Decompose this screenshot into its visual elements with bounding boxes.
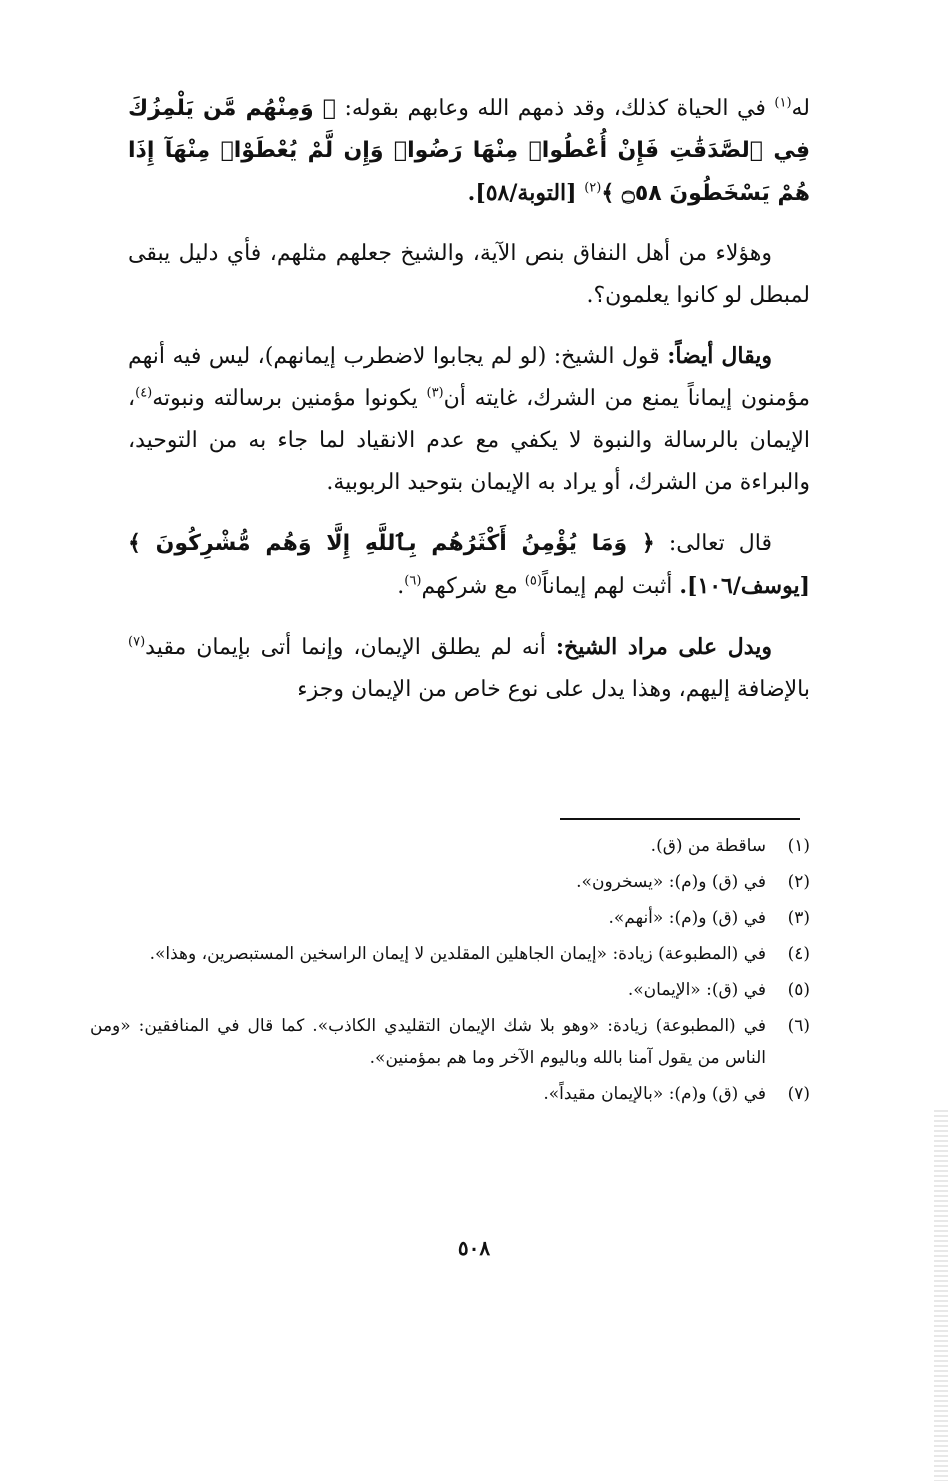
paragraph-4 <box>128 522 810 608</box>
main-text <box>128 88 810 729</box>
verse-reference: [يوسف/١٠٦]. <box>679 573 810 599</box>
footnote-text: في (المطبوعة) زيادة: «إيمان الجاهلين المقلدين لا إيمان الراسخين المستبصرين، وهذا». <box>149 944 766 964</box>
footnote-ref-1: (١) <box>774 95 792 111</box>
footnote-ref-2: (٢) <box>584 180 602 196</box>
footnote-item <box>90 1010 810 1074</box>
footnote-item <box>90 1078 810 1110</box>
footnote-number: (٣) <box>787 908 810 928</box>
footnote-ref-3: (٣) <box>426 385 444 401</box>
paragraph-2: وهؤلاء من أهل النفاق بنص الآية، والشيخ جعلهم مثلهم، فأي دليل يبقى لمبطل لو كانوا يعلمون؟. <box>128 241 810 308</box>
footnote-number: (٧) <box>787 1084 810 1104</box>
footnote-ref-5: (٥) <box>524 573 542 589</box>
footnotes <box>90 830 810 1114</box>
footnote-number: (٤) <box>787 944 810 964</box>
text-span: في الحياة كذلك، وقد ذمهم الله وعابهم بقوله: <box>336 96 775 121</box>
footnote-item <box>90 974 810 1006</box>
paragraph-5 <box>128 626 810 711</box>
verse-reference: [التوبة/٥٨]. <box>467 180 585 206</box>
footnote-text: في (ق): «الإيمان». <box>627 980 766 1000</box>
footnote-ref-6: (٦) <box>404 573 422 589</box>
footnote-item <box>90 866 810 898</box>
footnote-text: في (ق) و(م): «بالإيمان مقيداً». <box>543 1084 766 1104</box>
quran-verse: ﴿ وَمِنْهُم مَّن يَلْمِزُكَ فِي ٱلصَّدَقَٰتِ فَإِنْ أُعْطُوا۟ مِنْهَا رَضُوا۟ وَإِن لَّمْ يُعْطَوْا۟ مِنْهَآ إِذَا هُمْ يَسْخَطُونَ ۝٥٨ ﴾ <box>128 96 810 206</box>
text-span: . <box>397 574 405 599</box>
footnote-text: ساقطة من (ق). <box>650 836 766 856</box>
text-span: مع شركهم <box>421 574 525 599</box>
text-span: يكونوا مؤمنين برسالته ونبوته <box>152 386 427 411</box>
footnote-number: (١) <box>787 836 810 856</box>
text-span: بالإضافة إليهم، وهذا يدل على نوع خاص من الإيمان وجزء <box>297 677 810 702</box>
paragraph-1 <box>128 88 810 215</box>
text-span: قال تعالى: <box>654 531 772 556</box>
lead-phrase: ويقال أيضاً: <box>667 343 772 369</box>
scan-edge-artifact <box>934 1110 948 1481</box>
footnote-number: (٥) <box>787 980 810 1000</box>
footnote-item <box>90 938 810 970</box>
footnote-text: في (ق) و(م): «أنهم». <box>608 908 766 928</box>
text-span: له <box>791 96 811 121</box>
footnote-item <box>90 902 810 934</box>
page-number: ٥٠٨ <box>457 1236 491 1260</box>
lead-phrase: ويدل على مراد الشيخ: <box>555 634 772 660</box>
text-span: أنه لم يطلق الإيمان، وإنما أتى بإيمان مقيد <box>145 635 556 660</box>
text-span: ، الإيمان بالرسالة والنبوة لا يكفي مع عدم الانقياد لما جاء به من التوحيد، والبراءة من الشرك، أو يراد به الإيمان بتوحيد الربوبية. <box>128 386 810 495</box>
quran-verse: ﴿ وَمَا يُؤْمِنُ أَكْثَرُهُم بِٱللَّهِ إِلَّا وَهُم مُّشْرِكُونَ ﴾ <box>128 531 655 556</box>
paragraph-3 <box>128 335 810 504</box>
footnote-number: (٢) <box>787 872 810 892</box>
footnote-text: في (ق) و(م): «يسخرون». <box>576 872 766 892</box>
footnote-item <box>90 830 810 862</box>
footnote-separator <box>560 818 800 820</box>
footnote-text: في (المطبوعة) زيادة: «وهو بلا شك الإيمان التقليدي الكاذب». كما قال في المنافقين: «ومن الناس من يقول آمنا بالله وباليوم الآخر وما هم بمؤمنين». <box>90 1016 766 1068</box>
text-span: قول الشيخ: (لو لم يجابوا لاضطرب إيمانهم)، ليس فيه أنهم مؤمنون إيماناً يمنع من الشرك، غايته أن <box>128 344 811 411</box>
footnote-number: (٦) <box>787 1016 810 1036</box>
footnote-ref-4: (٤) <box>135 385 153 401</box>
footnote-ref-7: (٧) <box>128 634 146 650</box>
text-span: أثبت لهم إيماناً <box>541 574 680 599</box>
